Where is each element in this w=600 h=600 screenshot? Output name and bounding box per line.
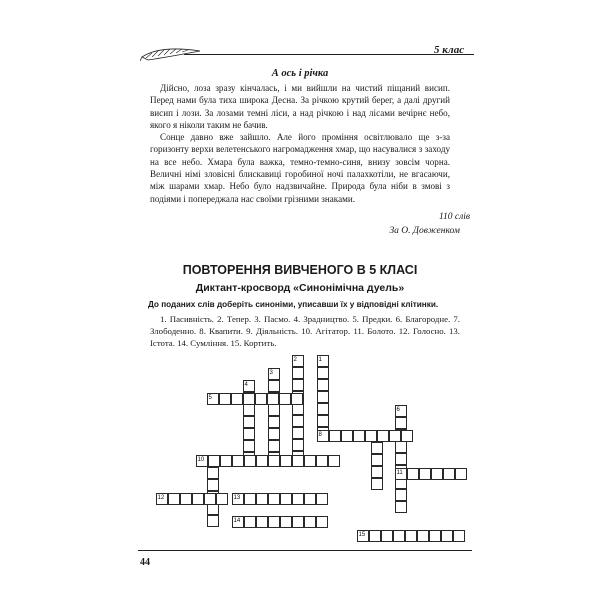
crossword-cell[interactable] bbox=[317, 391, 329, 403]
crossword-cell[interactable] bbox=[371, 466, 383, 478]
crossword-cell[interactable] bbox=[317, 403, 329, 415]
clue-list: 1. Пасивність. 2. Тепер. 3. Пасмо. 4. Зрадництво. 5. Предки. 6. Благородне. 7. Злободенно. 8. Квапити. 9. Діяльність. 10. Агітатор. 11. Болото. 12. Голосно. 13. Істота. 14. Сумління. 15. Кортить. bbox=[150, 314, 460, 348]
crossword-number: 13 bbox=[233, 494, 241, 501]
crossword-cell[interactable] bbox=[317, 379, 329, 391]
crossword-cell[interactable] bbox=[291, 393, 303, 405]
crossword-cell[interactable] bbox=[292, 379, 304, 391]
crossword-cell[interactable] bbox=[268, 455, 280, 467]
section-title: ПОВТОРЕННЯ ВИВЧЕНОГО В 5 КЛАСІ bbox=[182, 263, 418, 277]
crossword-cell[interactable] bbox=[317, 415, 329, 427]
crossword-cell[interactable] bbox=[292, 439, 304, 451]
crossword-cell[interactable] bbox=[431, 468, 443, 480]
crossword-cell[interactable] bbox=[219, 393, 231, 405]
story-title: А ось і річка bbox=[271, 68, 329, 79]
crossword-title: Диктант-кросворд «Синонімічна дуель» bbox=[195, 282, 405, 294]
crossword-cell[interactable] bbox=[279, 393, 291, 405]
footer-rule bbox=[138, 550, 472, 551]
crossword-cell[interactable] bbox=[244, 455, 256, 467]
crossword-cell[interactable] bbox=[244, 493, 256, 505]
crossword-cell[interactable] bbox=[407, 468, 419, 480]
crossword-cell[interactable] bbox=[417, 530, 429, 542]
crossword-cell[interactable] bbox=[232, 455, 244, 467]
crossword-cell[interactable] bbox=[395, 417, 407, 429]
crossword-cell[interactable] bbox=[180, 493, 192, 505]
crossword-cell[interactable] bbox=[244, 516, 256, 528]
crossword-cell[interactable] bbox=[341, 430, 353, 442]
story-paragraph: Дійсно, лоза зразу кінчалась, і ми вийшли на чистий піщаний висип. Перед нами була тиха широка Десна. За річкою крутий берег, а далі другий висип і лози. За лозами темні ліси, а над річкою і над лісами вечірнє небо, якого я ніколи таким не бачив. bbox=[150, 83, 450, 130]
crossword-cell[interactable] bbox=[168, 493, 180, 505]
crossword-cell[interactable] bbox=[429, 530, 441, 542]
crossword-cell[interactable] bbox=[231, 393, 243, 405]
crossword-cell[interactable] bbox=[405, 530, 417, 542]
crossword-cell[interactable] bbox=[192, 493, 204, 505]
crossword-cell[interactable] bbox=[268, 416, 280, 428]
crossword-cell[interactable] bbox=[292, 455, 304, 467]
word-count: 110 слів bbox=[438, 212, 470, 222]
crossword-cell[interactable] bbox=[401, 430, 413, 442]
crossword-cell[interactable] bbox=[304, 516, 316, 528]
crossword-number: 10 bbox=[197, 456, 205, 463]
crossword-number: 8 bbox=[318, 431, 322, 438]
crossword-cell[interactable] bbox=[280, 493, 292, 505]
crossword-cell[interactable] bbox=[304, 455, 316, 467]
crossword-cell[interactable] bbox=[268, 493, 280, 505]
crossword-cell[interactable] bbox=[381, 530, 393, 542]
crossword-number: 5 bbox=[208, 394, 212, 401]
crossword-cell[interactable] bbox=[329, 430, 341, 442]
crossword-cell[interactable] bbox=[292, 493, 304, 505]
page-number: 44 bbox=[140, 557, 150, 568]
crossword-cell[interactable] bbox=[280, 455, 292, 467]
crossword-cell[interactable] bbox=[317, 367, 329, 379]
crossword-number: 1 bbox=[318, 356, 322, 363]
crossword-number: 2 bbox=[293, 356, 297, 363]
crossword-cell[interactable] bbox=[316, 455, 328, 467]
crossword-cell[interactable] bbox=[365, 430, 377, 442]
crossword-cell[interactable] bbox=[267, 393, 279, 405]
crossword-number: 4 bbox=[244, 381, 248, 388]
crossword-cell[interactable] bbox=[255, 393, 267, 405]
crossword-cell[interactable] bbox=[453, 530, 465, 542]
crossword-cell[interactable] bbox=[207, 479, 219, 491]
crossword-cell[interactable] bbox=[443, 468, 455, 480]
crossword-cell[interactable] bbox=[369, 530, 381, 542]
crossword-cell[interactable] bbox=[419, 468, 431, 480]
story-paragraph: Сонце давно вже зайшло. Але його проміння освітлювало ще з-за горизонту верхи велетенського нагромадження хмар, що насувалися з заходу на все небо. Хмара була важка, темно-темно-синя, внизу зовсім чорна. Величні німі зловісні блискавиці горобиної ночі палахкотіли, не вгасаючи, між шарами хмар. Небо було надзвичайне. Природа була ніби в змові з подіями і попереджала нас своїми грізними знаками. bbox=[150, 132, 450, 204]
crossword-cell[interactable] bbox=[371, 478, 383, 490]
crossword-cell[interactable] bbox=[371, 442, 383, 454]
crossword-cell[interactable] bbox=[353, 430, 365, 442]
crossword-cell[interactable] bbox=[243, 428, 255, 440]
crossword-cell[interactable] bbox=[395, 441, 407, 453]
crossword-cell[interactable] bbox=[204, 493, 216, 505]
author-credit: За О. Довженком bbox=[389, 226, 460, 236]
crossword-cell[interactable] bbox=[371, 454, 383, 466]
crossword-cell[interactable] bbox=[292, 367, 304, 379]
crossword-number: 12 bbox=[157, 494, 165, 501]
crossword-cell[interactable] bbox=[316, 493, 328, 505]
crossword-cell[interactable] bbox=[316, 516, 328, 528]
crossword-cell[interactable] bbox=[395, 489, 407, 501]
grade-label: 5 клас bbox=[434, 44, 465, 56]
crossword-cell[interactable] bbox=[292, 516, 304, 528]
crossword-cell[interactable] bbox=[220, 455, 232, 467]
crossword-cell[interactable] bbox=[268, 380, 280, 392]
crossword-cell[interactable] bbox=[216, 493, 228, 505]
crossword-cell[interactable] bbox=[243, 393, 255, 405]
crossword-cell[interactable] bbox=[256, 516, 268, 528]
crossword-cell[interactable] bbox=[268, 428, 280, 440]
crossword-cell[interactable] bbox=[243, 416, 255, 428]
crossword-cell[interactable] bbox=[377, 430, 389, 442]
crossword-cell[interactable] bbox=[207, 515, 219, 527]
crossword-number: 14 bbox=[233, 517, 241, 524]
crossword-cell[interactable] bbox=[389, 430, 401, 442]
crossword-cell[interactable] bbox=[393, 530, 405, 542]
crossword-cell[interactable] bbox=[268, 516, 280, 528]
crossword-cell[interactable] bbox=[328, 455, 340, 467]
crossword-cell[interactable] bbox=[304, 493, 316, 505]
crossword-cell[interactable] bbox=[256, 455, 268, 467]
crossword-cell[interactable] bbox=[268, 440, 280, 452]
crossword-cell[interactable] bbox=[292, 427, 304, 439]
crossword-cell[interactable] bbox=[292, 415, 304, 427]
crossword-number: 11 bbox=[396, 469, 403, 476]
crossword-cell[interactable] bbox=[455, 468, 467, 480]
crossword-number: 15 bbox=[358, 531, 366, 538]
crossword-cell[interactable] bbox=[268, 404, 280, 416]
crossword-cell[interactable] bbox=[441, 530, 453, 542]
crossword-cell[interactable] bbox=[207, 467, 219, 479]
crossword-cell[interactable] bbox=[395, 453, 407, 465]
crossword-cell[interactable] bbox=[243, 440, 255, 452]
crossword-cell[interactable] bbox=[280, 516, 292, 528]
crossword-number: 6 bbox=[396, 406, 400, 413]
crossword-number: 3 bbox=[269, 369, 273, 376]
crossword-cell[interactable] bbox=[208, 455, 220, 467]
crossword-cell[interactable] bbox=[256, 493, 268, 505]
crossword-cell[interactable] bbox=[395, 501, 407, 513]
crossword-cell[interactable] bbox=[243, 404, 255, 416]
crossword-instruction: До поданих слів доберіть синоніми, уписавши їх у відповідні клітинки. bbox=[148, 300, 439, 309]
